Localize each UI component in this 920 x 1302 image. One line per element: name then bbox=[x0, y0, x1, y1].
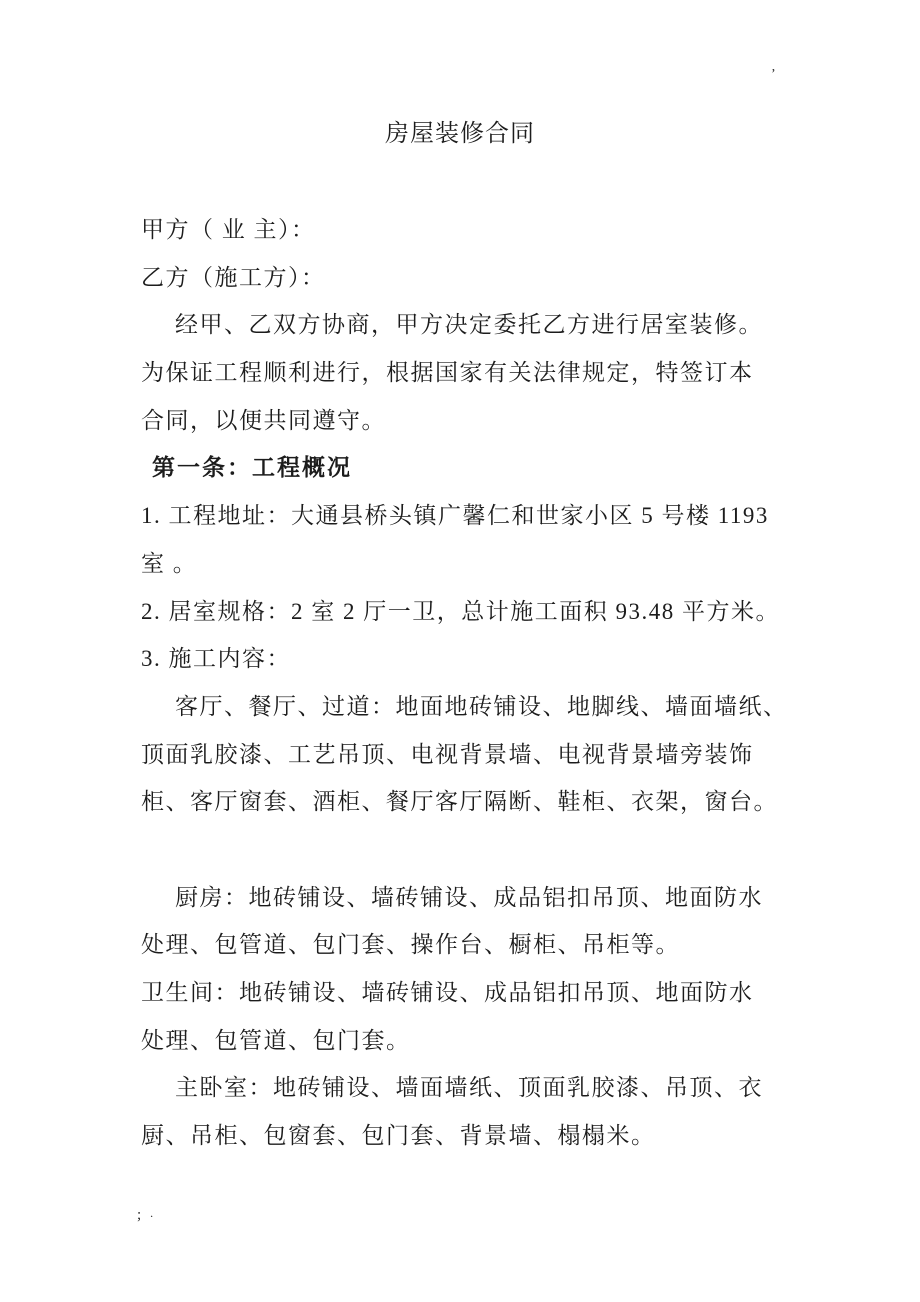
text-line-master-bedroom-1: 主卧室：地砖铺设、墙面墙纸、顶面乳胶漆、吊顶、衣 bbox=[175, 1075, 763, 1101]
blank-line bbox=[141, 826, 886, 874]
text-line-livingroom-2: 顶面乳胶漆、工艺吊顶、电视背景墙、电视背景墙旁装饰 bbox=[141, 741, 754, 767]
text-line-preamble-2: 为保证工程顺利进行，根据国家有关法律规定，特签订本 bbox=[141, 360, 754, 386]
text-line-construction-content: 3. 施工内容： bbox=[141, 646, 291, 672]
text-line-livingroom-3: 柜、客厅窗套、酒柜、餐厅客厅隔断、鞋柜、衣架，窗台。 bbox=[141, 789, 778, 815]
text-line-preamble-3: 合同，以便共同遵守。 bbox=[141, 407, 386, 433]
text-line-party-b: 乙方（施工方）： bbox=[141, 264, 326, 290]
text-line-party-a: 甲方（ 业 主）： bbox=[141, 217, 316, 242]
text-line-master-bedroom-2: 厨、吊柜、包窗套、包门套、背景墙、榻榻米。 bbox=[141, 1123, 656, 1149]
text-line-kitchen-2: 处理、包管道、包门套、操作台、橱柜、吊柜等。 bbox=[141, 932, 680, 958]
text-line-livingroom-1: 客厅、餐厅、过道：地面地砖铺设、地脚线、墙面墙纸、 bbox=[175, 693, 788, 719]
stray-mark-footer bbox=[137, 1203, 153, 1225]
text-line-project-address-2: 室 。 bbox=[141, 550, 198, 576]
document-title: 房屋装修合同 bbox=[385, 121, 535, 147]
text-line-preamble-1: 经甲、乙双方协商，甲方决定委托乙方进行居室装修。 bbox=[175, 312, 763, 338]
document-body bbox=[141, 206, 886, 1160]
stray-footer-dot: . bbox=[150, 1206, 154, 1220]
text-line-project-address-1: 1. 工程地址：大通县桥头镇广馨仁和世家小区 5 号楼 1193 bbox=[141, 503, 769, 529]
stray-footer-semicolon: ; bbox=[137, 1207, 142, 1223]
section-heading-article-1: 第一条：工程概况 bbox=[152, 455, 352, 481]
stray-mark-top-right: ’ bbox=[771, 67, 776, 82]
text-line-bathroom-2: 处理、包管道、包门套。 bbox=[141, 1027, 411, 1053]
text-line-kitchen-1: 厨房：地砖铺设、墙砖铺设、成品铝扣吊顶、地面防水 bbox=[175, 884, 763, 910]
text-line-room-spec: 2. 居室规格：2 室 2 厅一卫，总计施工面积 93.48 平方米。 bbox=[141, 598, 780, 624]
text-line-bathroom-1: 卫生间：地砖铺设、墙砖铺设、成品铝扣吊顶、地面防水 bbox=[141, 980, 754, 1005]
